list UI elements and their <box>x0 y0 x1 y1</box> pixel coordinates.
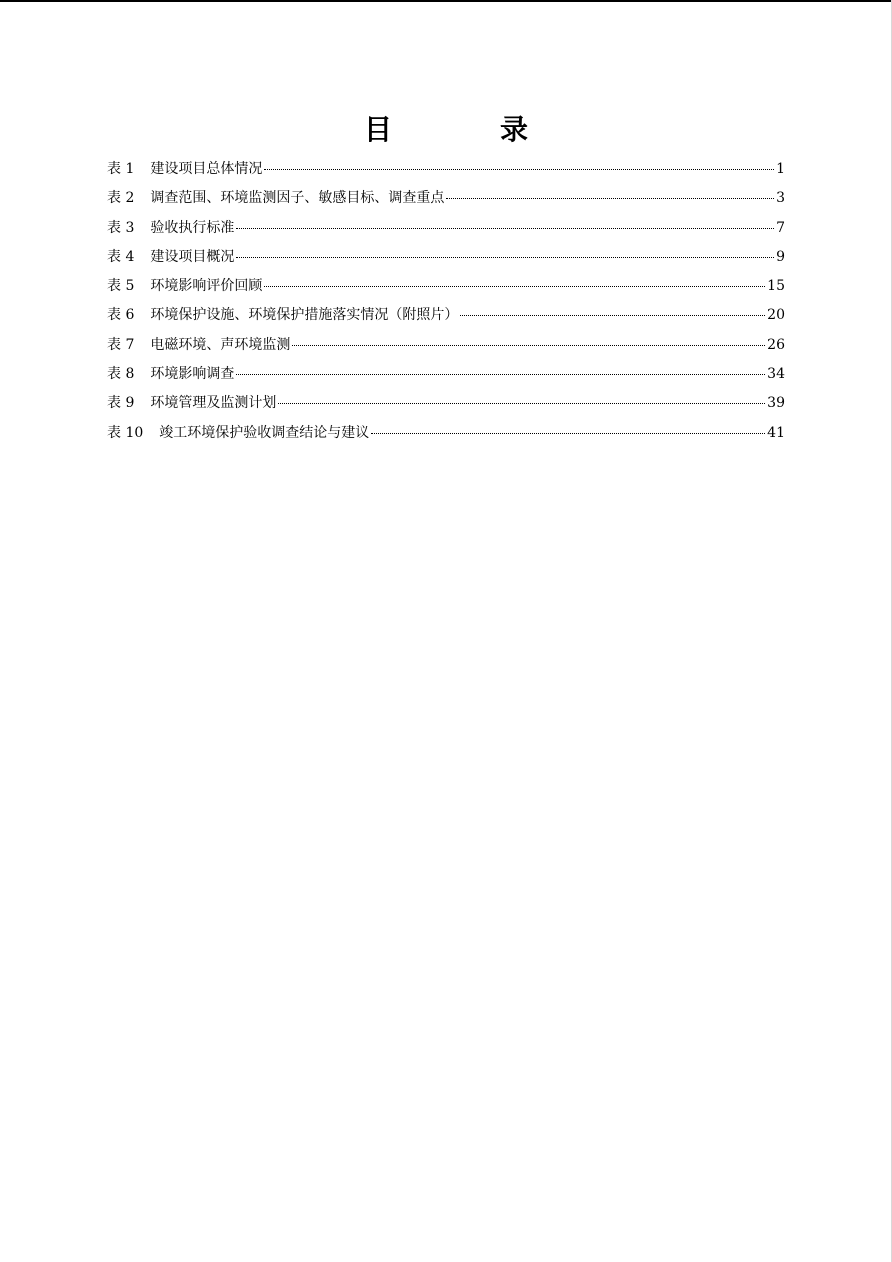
toc-dot-leader <box>236 364 765 375</box>
toc-entry[interactable] <box>107 184 785 213</box>
toc-entry-page: 3 <box>776 190 785 207</box>
toc-entry[interactable] <box>107 389 785 418</box>
toc-entry[interactable] <box>107 155 785 184</box>
toc-entry-title: 建设项目概况 <box>150 248 235 265</box>
toc-entry-number: 表 3 <box>107 219 135 236</box>
toc-entry-number: 表 5 <box>107 278 135 295</box>
page-title: 目 录 <box>363 113 568 146</box>
toc-entry-number: 表 2 <box>107 190 135 207</box>
toc-entry-number: 表 10 <box>107 424 144 441</box>
toc-entry-number: 表 4 <box>107 248 135 265</box>
toc-entry-title: 环境保护设施、环境保护措施落实情况（附照片） <box>150 307 459 324</box>
toc-entry-page: 9 <box>776 248 785 265</box>
toc-dot-leader <box>292 335 765 346</box>
page-top-border <box>0 0 892 2</box>
toc-entry[interactable] <box>107 214 785 243</box>
toc-entry-title: 建设项目总体情况 <box>150 161 263 177</box>
toc-entry-number: 表 8 <box>107 366 135 383</box>
toc-entry-page: 41 <box>767 424 785 441</box>
toc-entry[interactable] <box>107 243 785 272</box>
toc-entry-title: 调查范围、环境监测因子、敏感目标、调查重点 <box>150 190 445 207</box>
toc-entry-title: 验收执行标准 <box>150 219 235 236</box>
toc-entry-title: 竣工环境保护验收调查结论与建议 <box>159 424 370 441</box>
toc-entry[interactable] <box>107 360 785 389</box>
table-of-contents <box>107 155 785 448</box>
toc-entry-page: 1 <box>776 161 785 177</box>
toc-entry[interactable] <box>107 272 785 301</box>
toc-entry-page: 34 <box>767 366 785 383</box>
toc-entry-page: 7 <box>776 219 785 236</box>
toc-entry-page: 26 <box>767 336 785 353</box>
toc-dot-leader <box>236 247 774 258</box>
toc-entry-number: 表 7 <box>107 336 135 353</box>
toc-entry[interactable] <box>107 419 785 448</box>
toc-dot-leader <box>264 159 774 170</box>
toc-dot-leader <box>446 188 774 199</box>
toc-entry-page: 20 <box>767 307 785 324</box>
toc-entry-title: 环境影响评价回顾 <box>150 278 263 295</box>
toc-entry[interactable] <box>107 331 785 360</box>
toc-dot-leader <box>278 393 765 404</box>
toc-dot-leader <box>371 423 765 434</box>
toc-entry-title: 环境影响调查 <box>150 366 235 383</box>
toc-entry-title: 电磁环境、声环境监测 <box>150 336 291 353</box>
toc-entry[interactable] <box>107 301 785 330</box>
toc-entry-title: 环境管理及监测计划 <box>150 395 277 412</box>
toc-dot-leader <box>264 276 765 287</box>
toc-entry-page: 15 <box>767 278 785 295</box>
toc-entry-number: 表 9 <box>107 395 135 412</box>
toc-entry-page: 39 <box>767 395 785 412</box>
toc-dot-leader <box>236 218 774 229</box>
toc-entry-number: 表 1 <box>107 161 135 177</box>
toc-entry-number: 表 6 <box>107 307 135 324</box>
toc-dot-leader <box>460 305 765 316</box>
